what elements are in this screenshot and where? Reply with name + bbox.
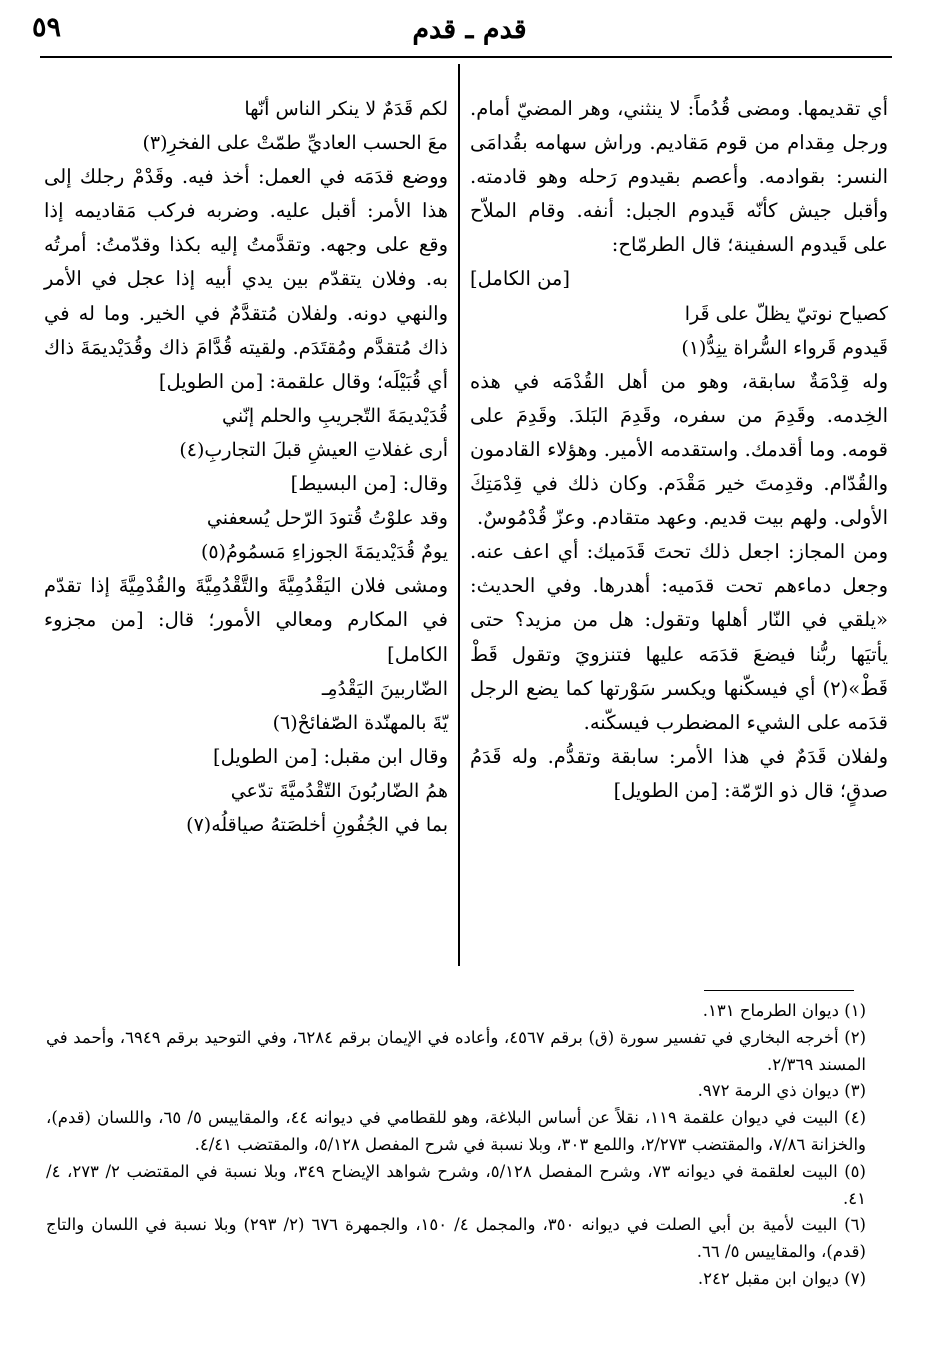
- right-column: [470, 92, 888, 808]
- footnote: (٦) البيت لأمية بن أبي الصلت في ديوانه ٣٥٠، والمجمل ٤/ ١٥٠، والجمهرة ٦٧٦ (٢/ ٢٩٣) وبلا نسبة في اللسان والتاج (قدم)، والمقاييس ٥/ ٦٦.: [46, 1215, 866, 1262]
- verse-second-hemistich: بما في الجُفُونِ أخلصَتهُ صياقلُه(٧): [186, 813, 448, 836]
- footnote: (٣) ديوان ذي الرمة ٩٧٢.: [697, 1081, 866, 1101]
- footnote-rule: [704, 990, 854, 991]
- verse-first-hemistich: همُ الضّاربُونَ التّقْدُميَّةَ تدّعي: [230, 779, 448, 802]
- verse-first-hemistich: لكم قَدَمٌ لا ينكر الناس أنّها: [244, 98, 448, 120]
- paragraph: ومن المجاز: اجعل ذلك تحتَ قَدَميك: أي اعف عنه. وجعل دماءهم تحت قدَميه: أهدرها. وفي الحديث: «يلقي في النّار أهلها وتقول: هل من مزيد؟ حتى يأتيَها ربُّنا فيضعَ قدَمَه عليها فتنزويَ وتقول قَطْ قَطْ»(٢) أي فيسكّنها ويكسر سَوْرتها كما يضع الرجل قدَمه على الشيء المضطرب فيسكّنه.: [470, 540, 888, 734]
- header-rule: [40, 56, 892, 58]
- left-column: [44, 92, 448, 842]
- paragraph: وقال ابن مقبل: [من الطويل]: [213, 744, 448, 768]
- footnote: (١) ديوان الطرماح ١٣١.: [702, 1001, 866, 1020]
- meter-label: [من الكامل]: [470, 267, 570, 291]
- paragraph: ومشى فلان اليَقْدُمِيَّةَ والتَّقْدُمِيَّةَ والقُدْمِيَّةَ إذا تقدّم في المكارم ومعالي الأمور؛ قال: [من مجزوء الكامل]: [44, 574, 448, 666]
- verse-first-hemistich: قُدَيْديمَةَ التّجريبِ والحلم إنّني: [222, 404, 448, 427]
- verse-second-hemistich: يّةَ بالمهنّدة الصّفائحْ(٦): [272, 711, 448, 734]
- footnote: (٥) البيت لعلقمة في ديوانه ٧٣، وشرح المفصل ٥/١٢٨، وشرح شواهد الإيضاح ٣٤٩، وبلا نسبة في المقتضب ٢/ ٢٧٣، ٤/ ٤١.: [46, 1161, 866, 1208]
- paragraph: ولفلان قَدَمٌ في هذا الأمر: سابقة وتقدُّم. وله قَدَمُ صدقٍ؛ قال ذو الرّمّة: [من الطويل]: [470, 744, 888, 802]
- verse-second-hemistich: قَيدوم قَرواء السُّراة ينِدُّ(١): [681, 336, 888, 359]
- footnote: (٢) أخرجه البخاري في تفسير سورة (ق) برقم ٤٥٦٧، وأعاده في الإيمان برقم ٦٢٨٤، وفي التوحيد برقم ٦٩٤٩، وأحمد في المسند ٢/٣٦٩.: [46, 1027, 866, 1074]
- paragraph: وقال: [من البسيط]: [290, 472, 448, 496]
- footnote: (٤) البيت في ديوان علقمة ١١٩، نقلاً عن أساس البلاغة، وهو للقطامي في ديوانه ٤٤، والمقاييس ٥/ ٦٥، واللسان (قدم)، والخزانة ٧/٨٦، والمقتضب ٢/٢٧٣، واللمع ٣٠٣، وبلا نسبة في شرح المفصل ٥/١٢٨، والمقتضب ٤/٤١.: [46, 1108, 867, 1154]
- verse-second-hemistich: أرى غفلاتِ العيشِ قبلَ التجاربِ(٤): [179, 438, 448, 461]
- footnote: (٧) ديوان ابن مقبل ٢٤٢.: [697, 1268, 866, 1288]
- verse-second-hemistich: يومٌ قُدَيْديمَةَ الجوزاءِ مَسمُومُ(٥): [200, 541, 448, 564]
- paragraph: أي تقديمها. ومضى قُدُماً: لا ينثني، وهر المضيّ أمام. ورجل مِقدام من قوم مَقاديم. وراش سهامه بقُدامَى النسر: بقوادمه. وأعصم بقيدوم رَحله وهو قادمته. وأقبل جيش كأنّه قَيدوم الجبل: أنفه. وقام الملاّح على قَيدوم السفينة؛ قال الطرمّاح:: [470, 97, 888, 257]
- page-header: [0, 0, 939, 60]
- verse-first-hemistich: وقد علوْتُ قُتودَ الرّحل يُسعفني: [206, 507, 448, 530]
- paragraph: ووضع قدَمَه في العمل: أخذ فيه. وقَدْمْ رجلك إلى هذا الأمر: أقبل عليه. وضربه فركب مَقاديمه إذا وقع على وجهه. وتقدَّمتُ إليه بكذا وقدّمتُ: أمرتُه به. وفلان يتقدّم بين يدي أبيه إذا عجل في الأمر والنهي دونه. ولفلان مُتقدَّمٌ في الخير. وما له في ذاك مُتقدَّم ومُقتَدَم. ولقيته قُدَّامَ ذاك وقُدَيْديمَةَ ذاك أي قُبَيْلَه؛ وقال علقمة: [من الطويل]: [44, 165, 448, 393]
- footnotes: [46, 998, 866, 1293]
- paragraph: وله قِدْمَةٌ سابقة، وهو من أهل القُدْمَه في هذه الخِدمه. وقَدِمَ من سفره، وقَدِمَ البَلدَ. وقَدِمَ على قومه. وما أقدمك. واستقدمه الأمير. وهؤلاء القادمون والقُدّام. وقدِمتَ خير مَقْدَم. وكان ذلك في قِدْمَتِكَ الأولى. ولهم بيت قديم. وعهد متقادم. وعزّ قُدْمُوسٌ.: [470, 369, 888, 530]
- verse-second-hemistich: معَ الحسب العاديِّ طمّتْ على الفخرِ(٣): [142, 132, 448, 155]
- running-title: قدم ـ قدم: [412, 14, 527, 45]
- verse-first-hemistich: كصياح نوتيّ يظلّ على قَرا: [684, 302, 888, 325]
- verse-first-hemistich: الضّاربينَ اليَقْدُمِـ: [321, 677, 448, 700]
- column-divider: [458, 64, 460, 966]
- page-number: ٥٩: [32, 12, 62, 43]
